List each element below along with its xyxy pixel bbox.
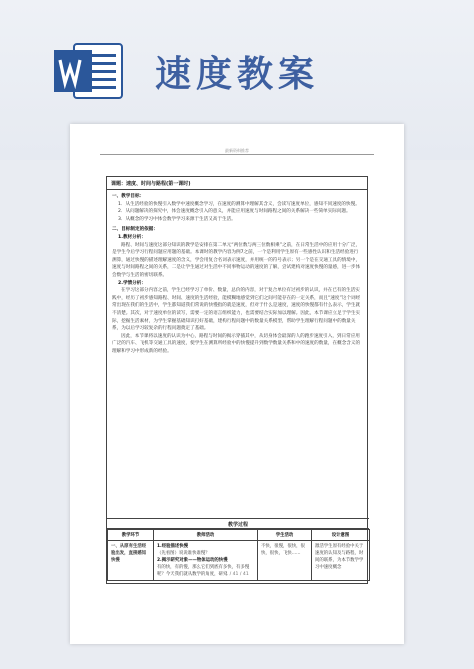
banner-title: 速度教案 [155, 54, 320, 95]
cell-step: 一、从原有生活经验出发，直接感知快慢 [108, 541, 154, 581]
page-footer: 1 / 41 / 41 [225, 572, 249, 577]
subheading-textbook: 1.教材分析： [118, 234, 146, 240]
lesson-plan-frame [106, 176, 368, 584]
teacher-line: 1.经验描述快慢 [157, 544, 189, 549]
table-header-row [108, 530, 370, 541]
student-line: 不快，很慢，很快，很快，很快，飞快…… [261, 544, 305, 556]
lesson-body [107, 190, 367, 355]
cell-intent: 激活学生原有经验中关于速度的认知及与路程，时间的联系，为本节数学学习中速度概念 [312, 541, 370, 581]
goal-item: 2．从问题解决的探究中，体会速度概念引入的意义，并能应用速度与时间路程之间的关系解决一些简单实际问题。 [118, 209, 351, 215]
teacher-line: 2.揭示研究对象——物体运动的快慢 [157, 558, 228, 563]
goal-item: 3．从概念的学习中体会数学学习来源于生活又高于生活。 [118, 216, 236, 222]
paragraph-textbook: 路程、时间与速度这部分知识的教学是安排在第二单元“两位数与两三位数相乘”之前，在日常生活中的应用十分广泛，是学生今后学习行程问题应用题的基础。本课时的教学内容为例7之前，一个是利用学生原有一些感性认识和生活经验进行测算，通过快慢的描述理解速度的含义，学会用复合名词表示速度，并用统一的符号表示；另一个是在交通工具的情境中，速度与时间路程之间的关系，二是让学生通过对生活中不同事物运动的速度的了解，尝试建构对速度快慢的量感，进一步体会数学与生活的密切联系。 [112, 242, 361, 278]
document-page [70, 124, 404, 644]
goal-item: 1．从生活经验的快慢引入数学中速度概念学习，在速度的测算中理解其含义，会读写速度单位，感知不同速度的快慢。 [118, 201, 360, 207]
lesson-title: 课题：速度、时间与路程(第一课时) [107, 177, 367, 190]
page-header-text: 最新资料推荐 [225, 148, 249, 153]
section-heading-basis: 二、目标制定的依据： [112, 227, 158, 233]
column-header: 设计意图 [312, 530, 370, 541]
paragraph-students: 在学习这部分内容之前，学生已经学习了单价、数量，总价的内容，对于复合单位有过初步的认识，并在已有的生活实践中，经历了初步感知路程、时间、速度的生活经验，能模糊地感觉到它们之间可能存在的一定关系，而且“速度”这个词经常出现在我们的生活中，学生都知道我们常说的快慢指的就是速度，但对于什么是速度，速度的快慢都有什么表示，学生就不清楚。其次，对于速度单位的读写，需要一定的语言组织能力，也需要结合实际加以理解。因此，本节课应立足于学生实际，挖掘生活素材，为学生掌握基础知识打好基础，建构行程问题中的数量关系模型，帮助学生理解行程问题中的数量关系，为以后学习较复杂的行程问题奠定了基础。 [112, 288, 361, 332]
section-heading-goals: 一、教学目标： [112, 194, 145, 199]
column-header: 教师活动 [154, 530, 258, 541]
process-title: 教学过程 [107, 518, 369, 529]
column-header: 学生活动 [258, 530, 312, 541]
teacher-line: 有的快，有的慢，那么它们到底有多快，有多慢呢？今天我们就从数学的角度，研究 [157, 565, 250, 577]
paragraph-summary: 因此，本节课将以速度的认识为中心，路程与时间的揭示穿插其中，从切身体会最深的人的跑步速度引入，到日常应用广泛的汽车、飞机等交通工具的速度，使学生在测算所经验中的快慢提升到数学数量关系和中的速度的数量，在概念含义的理解和学习中形成新的经验。 [112, 333, 361, 354]
page-header-line [100, 154, 374, 155]
subheading-students: 2.学情分析： [118, 280, 146, 286]
word-logo-icon [52, 40, 126, 102]
column-header: 教学环节 [108, 530, 154, 541]
teacher-line: （先看图）说说谁快谁慢？ [157, 551, 210, 556]
